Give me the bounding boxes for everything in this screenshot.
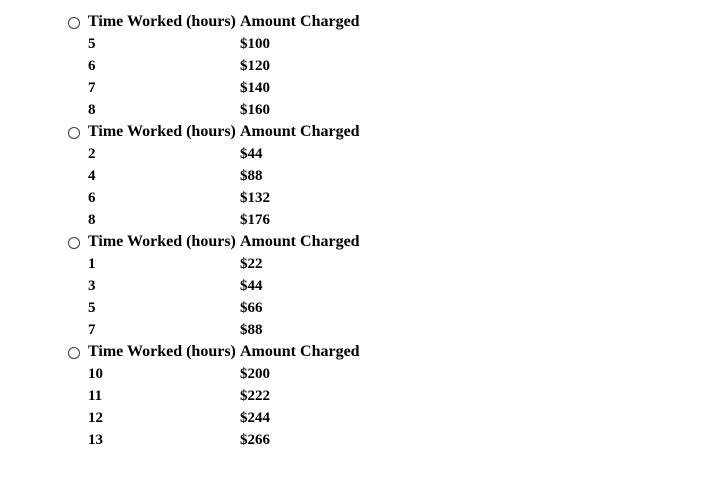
radio-button-option-2[interactable]: [68, 127, 80, 139]
table-header-row: [85, 11, 360, 33]
table-row: [85, 165, 360, 187]
amount-cell: $66: [240, 300, 263, 316]
time-cell: 6: [88, 190, 96, 206]
table-row: [85, 297, 360, 319]
table-header-row: [85, 121, 360, 143]
amount-cell: $160: [240, 102, 270, 118]
time-worked-header: Time Worked (hours): [88, 123, 236, 140]
table-row: [85, 429, 360, 451]
table-row: [85, 187, 360, 209]
answer-option-3[interactable]: [68, 231, 360, 341]
time-cell: 13: [88, 432, 103, 448]
amount-cell: $44: [240, 146, 263, 162]
time-cell: 1: [88, 256, 96, 272]
table-row: [85, 385, 360, 407]
radio-button-option-4[interactable]: [68, 347, 80, 359]
table-row: [85, 209, 360, 231]
amount-cell: $22: [240, 256, 263, 272]
amount-charged-header: Amount Charged: [240, 123, 360, 140]
option-3-table: [85, 231, 360, 341]
answer-option-2[interactable]: [68, 121, 360, 231]
radio-button-option-1[interactable]: [68, 17, 80, 29]
amount-cell: $200: [240, 366, 270, 382]
time-worked-header: Time Worked (hours): [88, 343, 236, 360]
amount-cell: $88: [240, 168, 263, 184]
answer-options: [68, 11, 360, 451]
table-row: [85, 253, 360, 275]
time-worked-header: Time Worked (hours): [88, 13, 236, 30]
amount-cell: $140: [240, 80, 270, 96]
amount-cell: $44: [240, 278, 263, 294]
option-4-table: [85, 341, 360, 451]
time-cell: 4: [88, 168, 96, 184]
time-cell: 12: [88, 410, 103, 426]
table-row: [85, 143, 360, 165]
table-row: [85, 319, 360, 341]
amount-cell: $132: [240, 190, 270, 206]
amount-charged-header: Amount Charged: [240, 13, 360, 30]
amount-cell: $120: [240, 58, 270, 74]
table-header-row: [85, 341, 360, 363]
amount-cell: $266: [240, 432, 270, 448]
table-row: [85, 99, 360, 121]
time-cell: 8: [88, 102, 96, 118]
time-cell: 5: [88, 300, 96, 316]
table-row: [85, 363, 360, 385]
option-2-table: [85, 121, 360, 231]
table-row: [85, 407, 360, 429]
time-cell: 8: [88, 212, 96, 228]
amount-cell: $88: [240, 322, 263, 338]
time-cell: 11: [88, 388, 103, 404]
time-cell: 3: [88, 278, 96, 294]
amount-cell: $100: [240, 36, 270, 52]
table-row: [85, 55, 360, 77]
time-cell: 6: [88, 58, 96, 74]
time-cell: 10: [88, 366, 103, 382]
answer-option-1[interactable]: [68, 11, 360, 121]
amount-cell: $244: [240, 410, 270, 426]
time-cell: 7: [88, 322, 96, 338]
time-cell: 5: [88, 36, 96, 52]
table-header-row: [85, 231, 360, 253]
table-row: [85, 77, 360, 99]
time-cell: 7: [88, 80, 96, 96]
time-worked-header: Time Worked (hours): [88, 233, 236, 250]
amount-charged-header: Amount Charged: [240, 343, 360, 360]
option-1-table: [85, 11, 360, 121]
time-cell: 2: [88, 146, 96, 162]
table-row: [85, 33, 360, 55]
amount-charged-header: Amount Charged: [240, 233, 360, 250]
amount-cell: $222: [240, 388, 270, 404]
answer-option-4[interactable]: [68, 341, 360, 451]
radio-button-option-3[interactable]: [68, 237, 80, 249]
amount-cell: $176: [240, 212, 270, 228]
table-row: [85, 275, 360, 297]
